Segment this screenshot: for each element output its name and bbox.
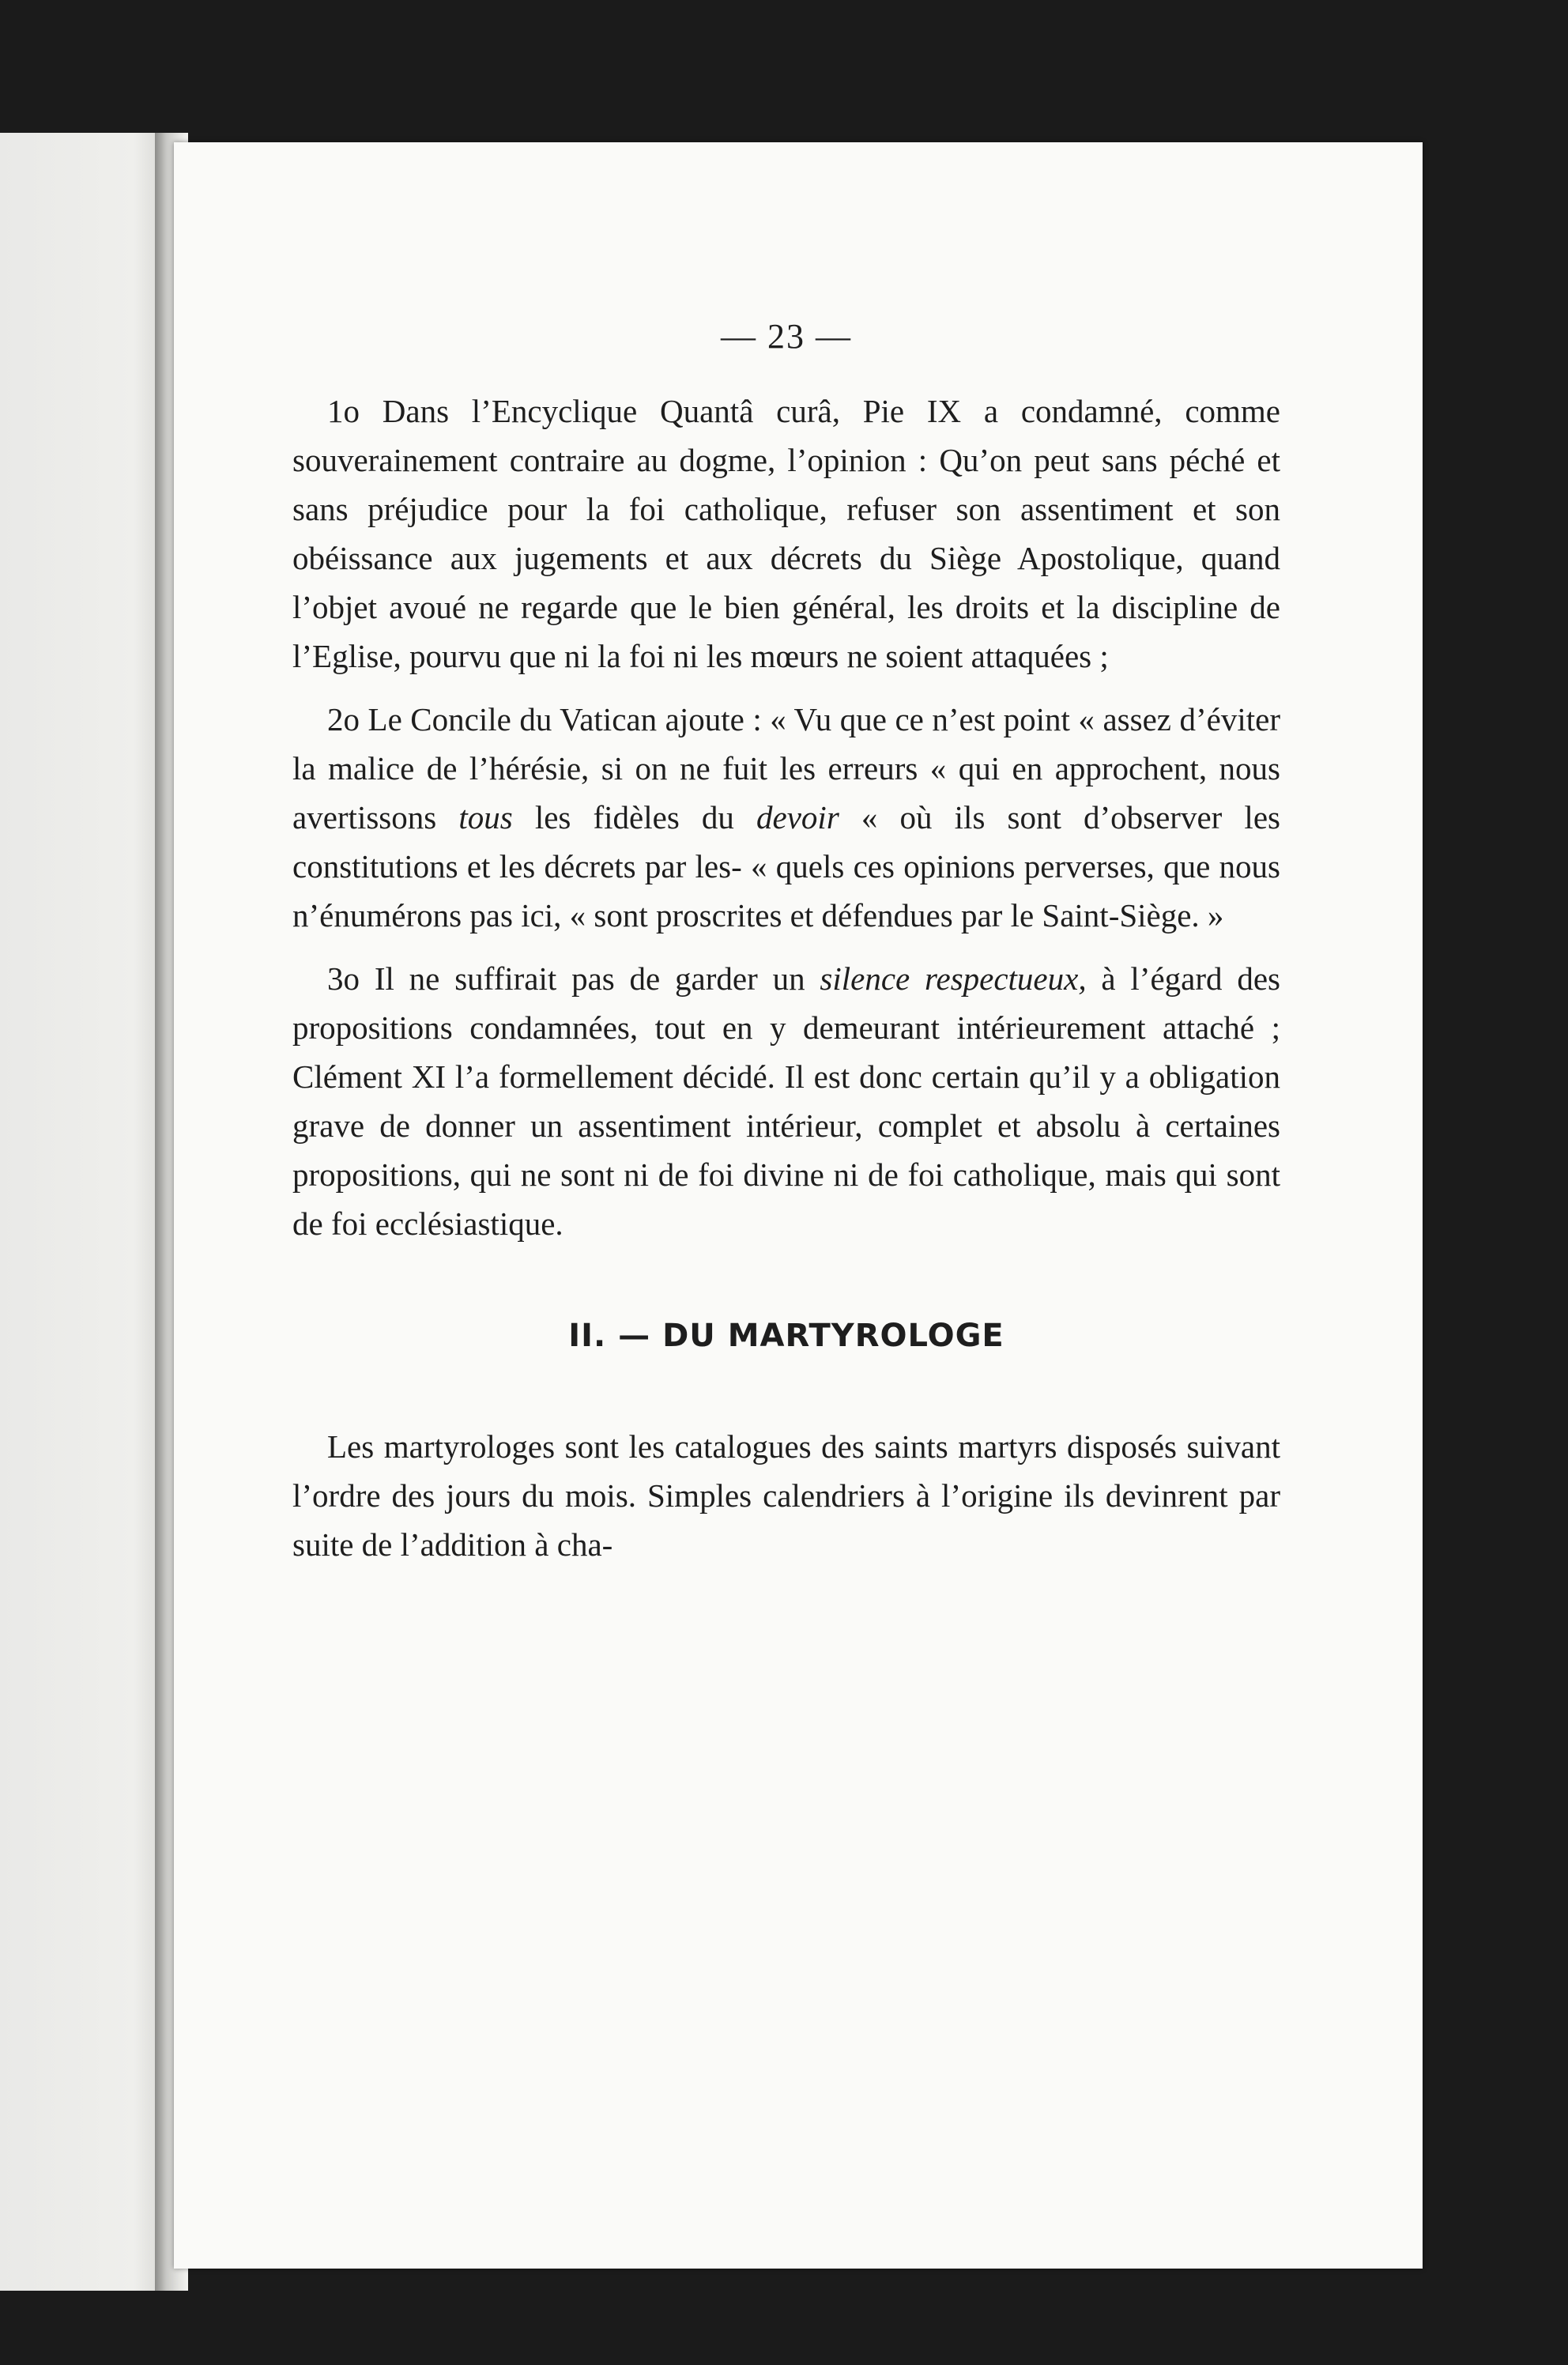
facing-page-edge bbox=[0, 133, 168, 2291]
paragraph-3 bbox=[292, 954, 1280, 1248]
paragraph-2 bbox=[292, 695, 1280, 940]
book-page bbox=[174, 142, 1423, 2269]
paragraph-2-text-a: 2o Le Concile du Vatican ajoute : « Vu que ce n’est point « assez d’éviter la malice de l’hérésie, si on ne fuit les erreurs « qui en approchent, nous avertissons bbox=[292, 701, 1280, 835]
emphasis-silence-respectueux: silence respectueux, bbox=[820, 960, 1087, 997]
section-heading: II. — DU MARTYROLOGE bbox=[568, 1318, 1004, 1354]
paragraph-4: Les martyrologes sont les catalogues des saints martyrs disposés suivant l’ordre des jours du mois. Simples calendriers à l’origine ils devinrent par suite de l’addition à cha- bbox=[292, 1428, 1280, 1563]
paragraph-1-text: 1o Dans l’Encyclique Quantâ curâ, Pie IX a condamné, comme souverainement contraire au dogme, l’opinion : Qu’on peut sans péché et sans préjudice pour la foi catholique, refuser son assentiment et son obéissance aux jugements et aux décrets du Siège Apostolique, quand l’objet avoué ne regarde que le bien général, les droits et la discipline de l’Eglise, pourvu que ni la foi ni les mœurs ne soient attaquées ; bbox=[292, 393, 1280, 674]
emphasis-tous: tous bbox=[458, 799, 513, 835]
page-number: — 23 — bbox=[721, 317, 852, 356]
page-text-block bbox=[292, 312, 1280, 1569]
paragraph-3-text-a: 3o Il ne suffirait pas de garder un bbox=[327, 960, 820, 997]
paragraph-2-text-b: les fidèles du bbox=[512, 799, 757, 835]
paragraph-3-text-b: à l’égard des propositions condamnées, tout en y demeurant intérieurement attaché ; Clément XI l’a formellement décidé. Il est donc certain qu’il y a obligation grave de donner un assentiment intérieur, complet et absolu à certaines propositions, qui ne sont ni de foi divine ni de foi catholique, mais qui sont de foi ecclésiastique. bbox=[292, 960, 1280, 1242]
paragraph-1 bbox=[292, 387, 1280, 681]
paragraph-2-text-c: « où ils sont d’observer les constitutions et les décrets par les- « quels ces opinions perverses, que nous n’énumérons pas ici, « sont proscrites et défendues par le Saint-Siège. » bbox=[292, 799, 1280, 934]
emphasis-devoir: devoir bbox=[756, 799, 839, 835]
